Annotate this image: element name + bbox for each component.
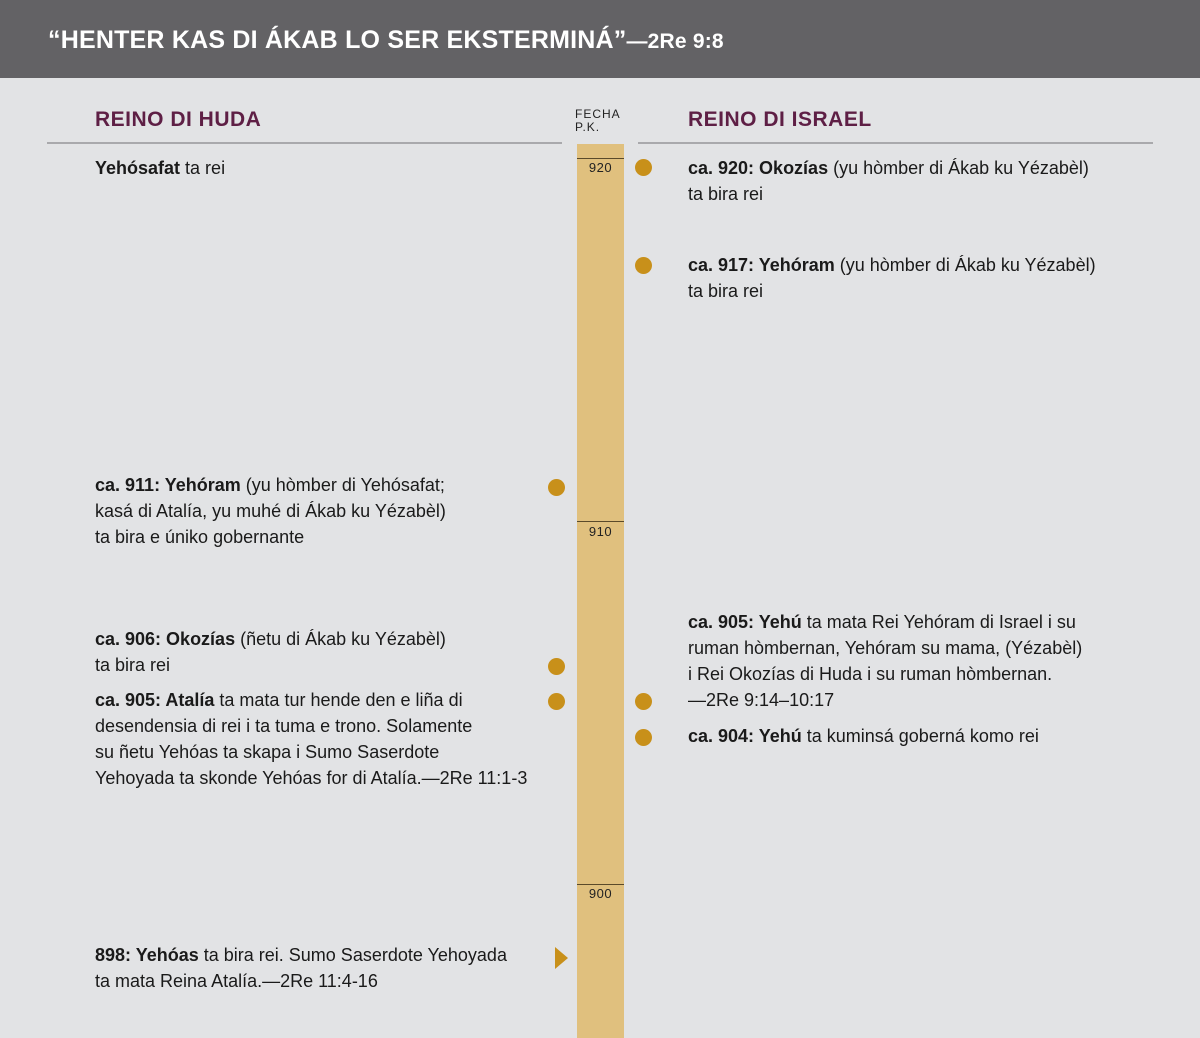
- entry-lead: ca. 904: Yehú: [688, 726, 802, 746]
- israel-entry-904: [688, 723, 1039, 749]
- entry-text: ta bira rei. Sumo Saserdote Yehoyada: [198, 945, 507, 965]
- entry-text: (yu hòmber di Ákab ku Yézabèl): [828, 158, 1089, 178]
- tick-mark-900: [577, 884, 624, 885]
- marker-dot-israel-904: [635, 729, 652, 746]
- entry-lead: ca. 906: Okozías: [95, 629, 236, 649]
- entry-line: ta bira rei: [688, 281, 764, 301]
- marker-dot-huda-905: [548, 693, 565, 710]
- israel-heading: REINO DI ISRAEL: [688, 108, 872, 131]
- huda-entry-905: [95, 687, 527, 791]
- entry-lead: ca. 917: Yehóram: [688, 255, 835, 275]
- entry-text: ta kuminsá goberná komo rei: [801, 726, 1039, 746]
- entry-line: ta mata Reina Atalía.—2Re 11:4-16: [95, 971, 378, 991]
- huda-entry-906: [95, 626, 446, 678]
- date-column-heading: [575, 108, 621, 134]
- israel-entry-905: [688, 609, 1082, 713]
- title-banner: [0, 0, 1200, 78]
- entry-line: ruman hòmbernan, Yehóram su mama, (Yézabèl): [688, 638, 1083, 658]
- tick-label-910: 910: [588, 524, 613, 539]
- entry-lead: ca. 920: Okozías: [688, 158, 829, 178]
- tick-mark-920: [577, 158, 624, 159]
- entry-line: kasá di Atalía, yu muhé di Ákab ku Yézabèl): [95, 501, 446, 521]
- entry-line: i Rei Okozías di Huda i su ruman hòmbernan.: [688, 664, 1053, 684]
- entry-line: ta bira rei: [95, 655, 171, 675]
- title-text: “HENTER KAS DI ÁKAB LO SER EKSTERMINÁ”: [48, 26, 627, 54]
- entry-line: su ñetu Yehóas ta skapa i Sumo Saserdote: [95, 742, 440, 762]
- huda-heading-rule: [47, 142, 562, 144]
- marker-dot-israel-920: [635, 159, 652, 176]
- entry-lead: ca. 905: Yehú: [688, 612, 802, 632]
- marker-dot-huda-911: [548, 479, 565, 496]
- tick-label-920: 920: [588, 160, 613, 175]
- entry-lead: ca. 911: Yehóram: [95, 475, 241, 495]
- entry-line: —2Re 9:14–10:17: [688, 690, 835, 710]
- entry-line: desendensia di rei i ta tuma e trono. Solamente: [95, 716, 473, 736]
- entry-text: ta mata Rei Yehóram di Israel i su: [801, 612, 1076, 632]
- entry-text: (ñetu di Ákab ku Yézabèl): [235, 629, 446, 649]
- entry-lead: 898: Yehóas: [95, 945, 199, 965]
- huda-entry-yehosafat: [95, 155, 225, 181]
- page-title: [48, 26, 724, 55]
- huda-heading: REINO DI HUDA: [95, 108, 262, 131]
- marker-arrow-huda-898: [555, 947, 568, 969]
- israel-heading-rule: [638, 142, 1153, 144]
- entry-text: ta mata tur hende den e liña di: [214, 690, 463, 710]
- date-heading-line1: FECHA: [575, 107, 621, 121]
- huda-entry-911: [95, 472, 446, 550]
- entry-text: (yu hòmber di Yehósafat;: [240, 475, 445, 495]
- timeline-bar: [577, 144, 624, 1038]
- israel-entry-917: [688, 252, 1096, 304]
- entry-text: (yu hòmber di Ákab ku Yézabèl): [834, 255, 1096, 275]
- entry-line: ta bira rei: [688, 184, 764, 204]
- israel-entry-920: [688, 155, 1089, 207]
- title-reference: —2Re 9:8: [626, 30, 724, 53]
- tick-label-900: 900: [588, 886, 613, 901]
- marker-dot-israel-917: [635, 257, 652, 274]
- tick-mark-910: [577, 521, 624, 522]
- entry-line: Yehoyada ta skonde Yehóas for di Atalía.—2Re 11:1-3: [95, 768, 528, 788]
- marker-dot-huda-906: [548, 658, 565, 675]
- entry-text: ta rei: [180, 158, 226, 178]
- date-heading-line2: P.K.: [575, 120, 601, 134]
- entry-lead: ca. 905: Atalía: [95, 690, 215, 710]
- entry-lead: Yehósafat: [95, 158, 181, 178]
- entry-line: ta bira e úniko gobernante: [95, 527, 305, 547]
- huda-entry-898: [95, 942, 507, 994]
- marker-dot-israel-905: [635, 693, 652, 710]
